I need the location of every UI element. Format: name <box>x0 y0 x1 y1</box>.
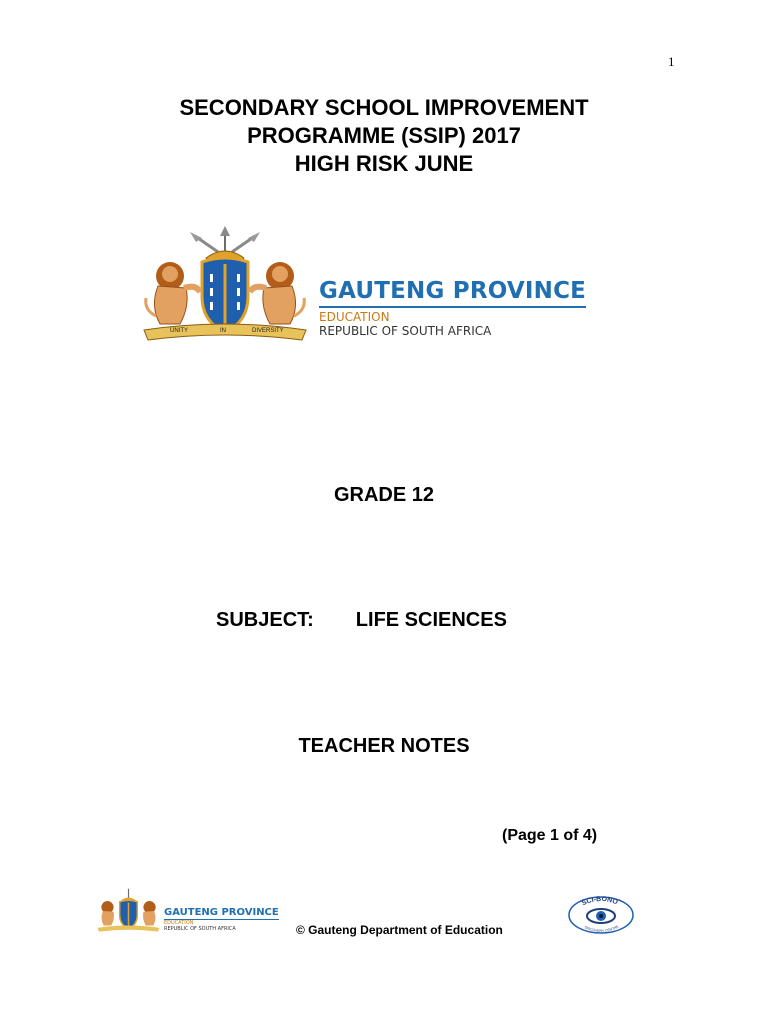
subject-line <box>216 609 507 632</box>
logo-country: REPUBLIC OF SOUTH AFRICA <box>319 324 492 338</box>
grade-heading: GRADE 12 <box>333 484 435 506</box>
title-line-2: PROGRAMME (SSIP) 2017 <box>247 123 521 148</box>
page-count: (Page 1 of 4) <box>502 827 598 844</box>
document-title <box>0 94 768 178</box>
sci-bono-logo-icon <box>566 893 636 937</box>
sci-bono-text: SCI-BONO <box>580 895 619 908</box>
title-line-3: HIGH RISK JUNE <box>294 151 474 176</box>
title-line-1: SECONDARY SCHOOL IMPROVEMENT <box>179 95 589 120</box>
notes-heading: TEACHER NOTES <box>298 735 470 757</box>
footer-logo-country: REPUBLIC OF SOUTH AFRICA <box>164 926 236 932</box>
motto-middle: IN <box>220 328 226 334</box>
motto-left: UNITY <box>170 328 188 334</box>
logo-province-name: GAUTENG PROVINCE <box>319 278 586 308</box>
page-number: 1 <box>668 54 675 69</box>
footer-logo-text <box>164 907 279 932</box>
gauteng-logo <box>140 226 600 346</box>
motto-right: DIVERSITY <box>252 328 284 334</box>
footer-gauteng-logo <box>96 885 279 937</box>
footer-logo-department: EDUCATION <box>164 920 194 926</box>
coat-of-arms-icon <box>140 226 310 346</box>
logo-brand-text <box>319 278 586 339</box>
subject-value: LIFE SCIENCES <box>355 609 507 631</box>
logo-department: EDUCATION <box>319 310 390 324</box>
sci-bono-subtext: DISCOVERY CENTRE <box>583 924 620 934</box>
footer-logo-name: GAUTENG PROVINCE <box>164 907 279 918</box>
subject-label: SUBJECT: <box>216 609 314 631</box>
copyright-notice: © Gauteng Department of Education <box>296 923 503 937</box>
coat-of-arms-small-icon <box>96 885 161 937</box>
